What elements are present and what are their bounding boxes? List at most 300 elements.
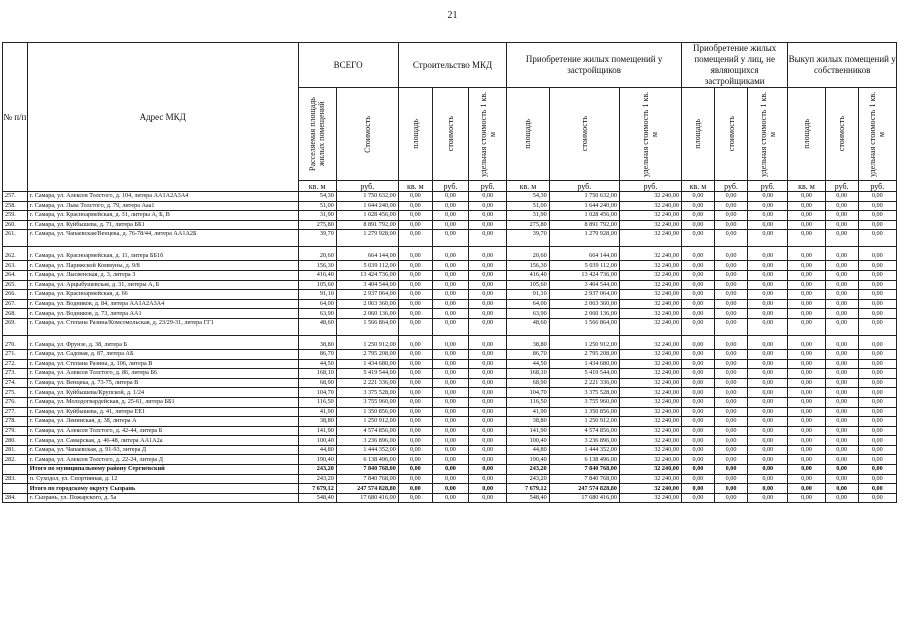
row-value: 0,00 [715,335,748,349]
row-value: 0,00 [788,201,825,211]
row-value: 0,00 [432,493,468,503]
row-value: 0,00 [432,369,468,379]
row-value: 0,00 [469,309,507,319]
row-value: 243,20 [298,474,336,484]
row-value: 0,00 [788,388,825,398]
row-value: 0,00 [681,465,714,475]
row-value: 64,00 [507,299,549,309]
row-value: 0,00 [715,388,748,398]
row-number: 268. [3,309,28,319]
row-value: 0,00 [398,247,432,261]
row-value: 0,00 [715,247,748,261]
row-value: 1 644 240,00 [549,201,619,211]
row-value: 416,40 [298,270,336,280]
row-value: 0,00 [858,211,896,221]
row-value: 5 039 112,00 [336,261,398,271]
row-value: 0,00 [681,397,714,407]
row-value: 0,00 [469,261,507,271]
table-row [3,270,897,280]
row-number: 260. [3,220,28,230]
row-value: 0,00 [469,280,507,290]
header-sub-col [788,88,825,181]
row-value: 0,00 [432,318,468,335]
row-value: 4 574 856,00 [549,426,619,436]
row-value: 0,00 [858,407,896,417]
row-value: 0,00 [398,201,432,211]
row-value: 0,00 [469,417,507,427]
row-value: 0,00 [398,290,432,300]
row-value: 32 240,00 [619,436,681,446]
row-value: 0,00 [788,407,825,417]
row-value: 1 279 928,00 [549,230,619,247]
row-number: 274. [3,378,28,388]
row-value: 0,00 [432,474,468,484]
row-value: 0,00 [858,369,896,379]
header-sub-col [432,88,468,181]
row-value: 0,00 [788,445,825,455]
table-row [3,455,897,465]
row-value: 0,00 [432,270,468,280]
row-value: 0,00 [748,484,788,494]
table-row [3,192,897,202]
row-number: 271. [3,349,28,359]
table-row [3,211,897,221]
row-value: 0,00 [825,261,858,271]
row-value: 32 240,00 [619,247,681,261]
row-value: 2 795 208,00 [336,349,398,359]
row-value: 0,00 [858,426,896,436]
header-address: Адрес МКД [27,43,298,192]
row-value: 0,00 [788,247,825,261]
row-value: 7 679,12 [298,484,336,494]
table-row [3,290,897,300]
row-address: г. Самара, ул. Водников, д. 84, литера АА1А2А3А4 [27,299,298,309]
row-value: 0,00 [681,445,714,455]
row-value: 31,90 [298,211,336,221]
row-value: 0,00 [715,270,748,280]
row-value: 68,90 [507,378,549,388]
row-value: 104,70 [507,388,549,398]
header-sub-col [858,88,896,181]
row-value: 0,00 [398,280,432,290]
row-value: 0,00 [858,484,896,494]
row-address: г. Самара, ул. Водников, д. 73, литера АА1 [27,309,298,319]
header-unit: руб. [825,181,858,192]
row-value: 0,00 [788,397,825,407]
row-address: г. Самара, ул. Ленинская, д. 38, литера А [27,417,298,427]
row-value: 0,00 [469,318,507,335]
row-value: 0,00 [432,247,468,261]
row-value: 0,00 [469,493,507,503]
row-value: 4 574 856,00 [336,426,398,436]
row-value: 32 240,00 [619,388,681,398]
table-row [3,220,897,230]
row-value: 0,00 [469,436,507,446]
row-value: 51,00 [298,201,336,211]
header-group-non-developers: Приобретение жилых помещений у лиц, не являющихся застройщиками [681,43,787,88]
row-value: 664 144,00 [549,247,619,261]
row-number: 283. [3,474,28,484]
row-value: 32 240,00 [619,201,681,211]
row-value: 0,00 [681,309,714,319]
row-value: 1 350 856,00 [336,407,398,417]
header-no: № п/п [3,43,28,192]
row-value: 7 840 768,00 [549,465,619,475]
row-value: 0,00 [469,211,507,221]
row-value: 38,80 [298,417,336,427]
row-value: 0,00 [788,484,825,494]
row-number: 257. [3,192,28,202]
row-value: 6 138 496,00 [336,455,398,465]
header-sub-col [469,88,507,181]
row-value: 0,00 [788,349,825,359]
row-value: 0,00 [858,192,896,202]
row-value: 0,00 [748,378,788,388]
row-value: 664 144,00 [336,247,398,261]
row-value: 0,00 [748,290,788,300]
row-value: 0,00 [432,309,468,319]
row-value: 156,30 [507,261,549,271]
row-value: 0,00 [748,465,788,475]
header-unit: руб. [432,181,468,192]
row-value: 0,00 [825,465,858,475]
row-value: 0,00 [788,493,825,503]
row-value: 0,00 [715,484,748,494]
row-value: 0,00 [681,388,714,398]
row-value: 1 250 912,00 [336,335,398,349]
header-unit: руб. [336,181,398,192]
row-value: 0,00 [715,220,748,230]
row-value: 243,20 [298,465,336,475]
row-value: 243,20 [507,474,549,484]
row-value: 7 840 768,00 [336,474,398,484]
row-value: 32 240,00 [619,493,681,503]
row-number [3,465,28,475]
row-value: 0,00 [681,230,714,247]
row-number: 280. [3,436,28,446]
row-value: 0,00 [469,349,507,359]
row-value: 0,00 [788,318,825,335]
row-value: 1 644 240,00 [336,201,398,211]
row-value: 2 221 336,00 [549,378,619,388]
header-sub-label: стоимость [445,116,455,152]
row-number [3,484,28,494]
table-row [3,318,897,335]
row-value: 0,00 [825,436,858,446]
row-value: 48,60 [507,318,549,335]
header-group-total: ВСЕГО [298,43,398,88]
row-value: 0,00 [469,445,507,455]
row-value: 0,00 [748,493,788,503]
row-number: 276. [3,397,28,407]
row-value: 32 240,00 [619,192,681,202]
row-value: 2 937 064,00 [336,290,398,300]
row-value: 0,00 [788,436,825,446]
row-value: 0,00 [432,230,468,247]
row-address: г. Самара, ул. Парижской Коммуны, д. 9/8 [27,261,298,271]
row-value: 0,00 [788,359,825,369]
header-unit: руб. [619,181,681,192]
header-sub-col [398,88,432,181]
row-value: 1 434 680,00 [549,359,619,369]
row-value: 0,00 [748,299,788,309]
row-value: 0,00 [825,445,858,455]
row-address: г. Самара, ул. Куйбышева, д. 41, литера ЕЕ1 [27,407,298,417]
row-value: 0,00 [681,299,714,309]
row-value: 0,00 [681,270,714,280]
row-value: 44,80 [298,445,336,455]
row-value: 0,00 [681,261,714,271]
header-group-construction: Строительство МКД [398,43,507,88]
row-value: 2 937 064,00 [549,290,619,300]
header-unit: руб. [469,181,507,192]
row-value: 0,00 [398,397,432,407]
row-value: 0,00 [398,211,432,221]
row-value: 0,00 [432,299,468,309]
row-value: 0,00 [681,484,714,494]
row-address: г. Самара, ул. Куйбышева/Крупской, д. 1/24 [27,388,298,398]
row-value: 168,10 [507,369,549,379]
table-row [3,426,897,436]
row-value: 0,00 [432,335,468,349]
row-value: 0,00 [469,230,507,247]
row-value: 0,00 [398,335,432,349]
page-number: 21 [447,10,458,21]
row-value: 20,60 [298,247,336,261]
row-value: 0,00 [825,318,858,335]
row-value: 0,00 [432,192,468,202]
row-value: 0,00 [715,192,748,202]
row-value: 0,00 [469,335,507,349]
row-value: 0,00 [825,230,858,247]
row-value: 0,00 [748,388,788,398]
row-value: 0,00 [748,349,788,359]
row-number: 269. [3,318,28,335]
row-value: 13 424 736,00 [549,270,619,280]
row-value: 275,80 [507,220,549,230]
row-value: 44,50 [298,359,336,369]
row-value: 0,00 [825,299,858,309]
row-value: 5 419 544,00 [549,369,619,379]
row-value: 0,00 [825,378,858,388]
row-value: 275,80 [298,220,336,230]
row-value: 0,00 [715,445,748,455]
row-address: г. Самара, ул. Красноармейская, д. 31, литеры А, Б, В [27,211,298,221]
row-value: 0,00 [715,426,748,436]
row-value: 0,00 [858,261,896,271]
row-value: 0,00 [825,407,858,417]
row-value: 0,00 [858,318,896,335]
header-unit: кв. м [788,181,825,192]
header-sub-col [825,88,858,181]
row-value: 0,00 [398,407,432,417]
row-value: 0,00 [715,397,748,407]
row-value: 0,00 [825,417,858,427]
row-value: 0,00 [432,201,468,211]
row-value: 0,00 [825,211,858,221]
row-address: г. Самара, ул. Алексея Толстого, д. 22-24, литера Д [27,455,298,465]
row-address: г. Самара, ул. Венцека, д. 73-75, литера В [27,378,298,388]
row-value: 0,00 [681,378,714,388]
total-row [3,484,897,494]
row-value: 0,00 [469,397,507,407]
header-unit: кв. м [681,181,714,192]
row-value: 0,00 [858,201,896,211]
row-value: 0,00 [715,369,748,379]
row-value: 0,00 [715,261,748,271]
row-value: 0,00 [788,290,825,300]
row-number: 281. [3,445,28,455]
row-value: 0,00 [858,299,896,309]
row-value: 0,00 [825,484,858,494]
row-number: 273. [3,369,28,379]
row-value: 0,00 [858,417,896,427]
row-value: 1 350 856,00 [549,407,619,417]
row-value: 32 240,00 [619,290,681,300]
row-value: 0,00 [858,230,896,247]
row-value: 41,90 [507,407,549,417]
row-value: 0,00 [469,465,507,475]
row-address: г. Самара, ул. Красноармейская, д. 11, литера ББ1б [27,247,298,261]
row-number: 258. [3,201,28,211]
row-value: 0,00 [748,211,788,221]
row-value: 0,00 [825,397,858,407]
row-value: 0,00 [715,465,748,475]
row-value: 32 240,00 [619,335,681,349]
header-unit: руб. [549,181,619,192]
row-value: 548,40 [507,493,549,503]
row-address: Итого по муниципальному району Сергиевский [27,465,298,475]
table-row [3,417,897,427]
row-value: 0,00 [788,299,825,309]
row-value: 32 240,00 [619,407,681,417]
row-value: 0,00 [432,426,468,436]
row-value: 0,00 [825,247,858,261]
row-value: 0,00 [825,192,858,202]
row-number: 265. [3,280,28,290]
row-value: 0,00 [788,261,825,271]
row-value: 38,80 [507,417,549,427]
row-value: 1 444 352,00 [336,445,398,455]
row-value: 0,00 [469,474,507,484]
row-value: 0,00 [748,261,788,271]
row-value: 86,70 [507,349,549,359]
table-row [3,359,897,369]
row-number: 284. [3,493,28,503]
row-value: 0,00 [748,436,788,446]
row-value: 156,30 [298,261,336,271]
row-value: 54,30 [298,192,336,202]
row-value: 416,40 [507,270,549,280]
row-value: 0,00 [825,493,858,503]
row-value: 0,00 [858,247,896,261]
row-value: 0,00 [681,349,714,359]
row-value: 0,00 [748,335,788,349]
row-value: 0,00 [715,417,748,427]
row-value: 0,00 [432,436,468,446]
row-value: 0,00 [715,318,748,335]
row-value: 0,00 [469,192,507,202]
row-value: 3 375 528,00 [549,388,619,398]
row-value: 38,80 [507,335,549,349]
row-value: 8 891 792,00 [336,220,398,230]
row-value: 0,00 [398,230,432,247]
header-unit: руб. [748,181,788,192]
row-number: 278. [3,417,28,427]
row-value: 0,00 [681,318,714,335]
row-value: 0,00 [432,445,468,455]
row-value: 86,70 [298,349,336,359]
row-value: 0,00 [788,369,825,379]
row-value: 39,70 [298,230,336,247]
row-value: 0,00 [432,407,468,417]
row-value: 32 240,00 [619,220,681,230]
row-value: 0,00 [858,309,896,319]
row-value: 0,00 [398,318,432,335]
row-value: 0,00 [825,369,858,379]
row-value: 32 240,00 [619,417,681,427]
table-row [3,445,897,455]
row-value: 0,00 [469,201,507,211]
row-value: 0,00 [715,290,748,300]
row-value: 0,00 [469,270,507,280]
row-value: 0,00 [858,493,896,503]
row-value: 0,00 [398,445,432,455]
row-value: 0,00 [748,397,788,407]
header-sub-label: удельная стоимость 1 кв. м [478,91,497,177]
row-value: 0,00 [858,474,896,484]
row-number: 264. [3,270,28,280]
table-row [3,335,897,349]
row-value: 0,00 [398,270,432,280]
row-value: 190,40 [507,455,549,465]
row-value: 0,00 [825,349,858,359]
row-value: 247 574 828,80 [549,484,619,494]
row-value: 0,00 [715,359,748,369]
row-value: 3 375 528,00 [336,388,398,398]
row-number: 259. [3,211,28,221]
row-value: 243,20 [507,465,549,475]
row-value: 0,00 [788,335,825,349]
row-number: 279. [3,426,28,436]
row-value: 141,90 [298,426,336,436]
table-row [3,349,897,359]
row-value: 190,40 [298,455,336,465]
row-address: Итого по городскому округу Сызрань [27,484,298,494]
row-address: г. Сызрань, ул. Пожарского, д. 5а [27,493,298,503]
table-row [3,493,897,503]
row-address: г. Самара, ул. Льва Толстого, д. 79, литера Ааа1 [27,201,298,211]
header-sub-label: площадь [801,119,811,149]
row-value: 0,00 [748,369,788,379]
row-value: 0,00 [858,465,896,475]
row-value: 0,00 [715,493,748,503]
row-number: 263. [3,261,28,271]
row-value: 32 240,00 [619,369,681,379]
row-value: 0,00 [681,369,714,379]
row-value: 0,00 [788,378,825,388]
row-value: 1 279 928,00 [336,230,398,247]
row-value: 3 404 544,00 [549,280,619,290]
row-value: 63,90 [507,309,549,319]
row-number: 282. [3,455,28,465]
header-group-developers: Приобретение жилых помещений у застройщиков [507,43,682,88]
row-value: 100,40 [298,436,336,446]
row-value: 0,00 [825,426,858,436]
row-value: 1 250 912,00 [336,417,398,427]
row-value: 38,80 [298,335,336,349]
row-value: 0,00 [748,220,788,230]
